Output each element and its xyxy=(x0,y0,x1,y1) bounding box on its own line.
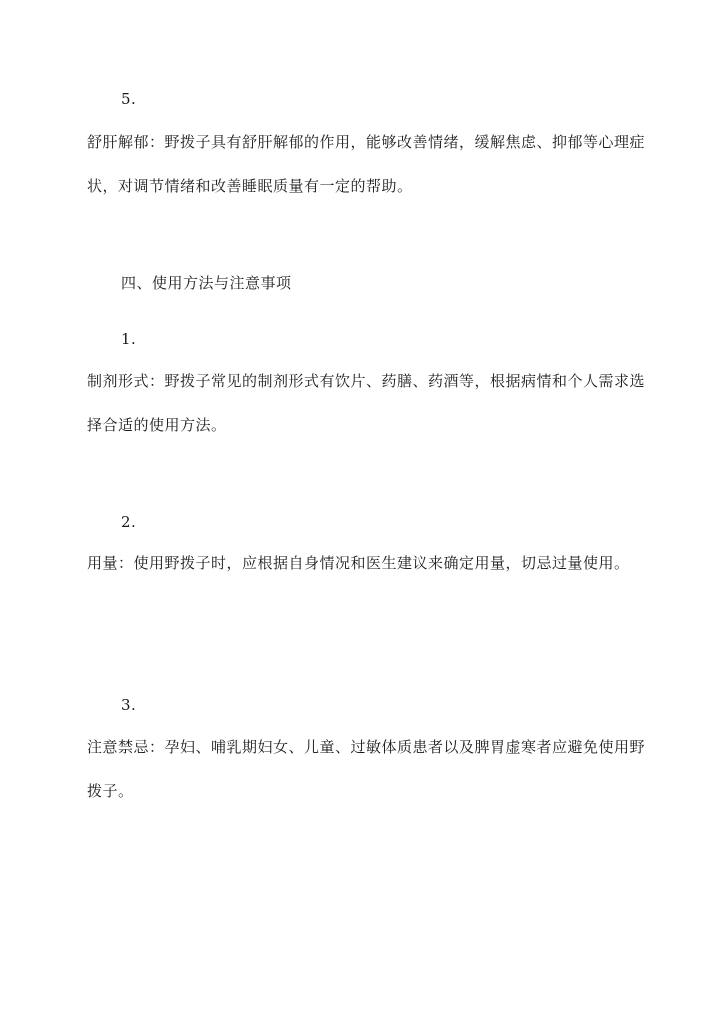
paragraph-item-1: 制剂形式：野拨子常见的制剂形式有饮片、药膳、药酒等，根据病情和个人需求选择合适的使用方法。 xyxy=(87,372,646,434)
paragraph-item-5: 舒肝解郁：野拨子具有舒肝解郁的作用，能够改善情绪，缓解焦虑、抑郁等心理症状，对调节情绪和改善睡眠质量有一定的帮助。 xyxy=(87,133,646,195)
section-heading-4: 四、使用方法与注意事项 xyxy=(121,274,292,292)
paragraph-item-3: 注意禁忌：孕妇、哺乳期妇女、儿童、过敏体质患者以及脾胃虚寒者应避免使用野拨子。 xyxy=(87,738,646,800)
item-number-1: 1. xyxy=(121,330,137,348)
item-number-5: 5. xyxy=(121,90,137,108)
item-number-2: 2. xyxy=(121,513,137,531)
paragraph-item-2: 用量：使用野拨子时，应根据自身情况和医生建议来确定用量，切忌过量使用。 xyxy=(87,554,630,572)
item-number-3: 3. xyxy=(121,696,137,714)
